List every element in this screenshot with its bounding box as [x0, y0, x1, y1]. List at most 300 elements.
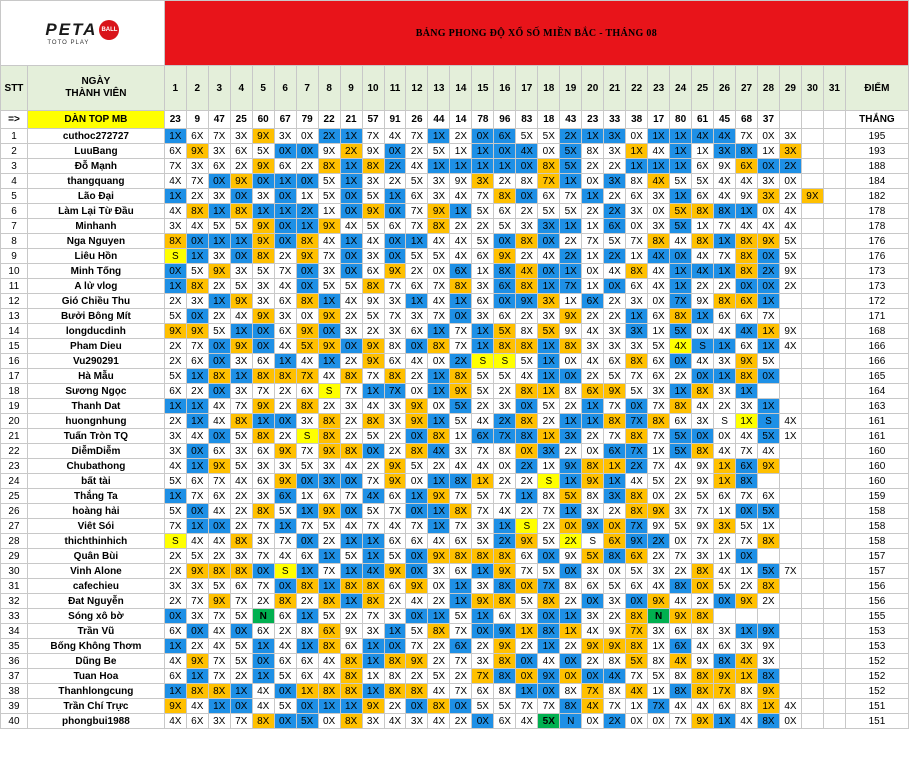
result-cell: 0X	[582, 174, 604, 189]
row-points: 160	[845, 444, 908, 459]
result-cell: 9X	[252, 234, 274, 249]
result-cell: 6X	[648, 309, 670, 324]
result-cell: 2X	[186, 189, 208, 204]
result-cell: 4X	[582, 699, 604, 714]
result-cell: 0X	[296, 144, 318, 159]
result-cell: 0X	[384, 639, 406, 654]
result-cell: S	[472, 354, 494, 369]
result-cell: 7X	[714, 684, 736, 699]
row-stt: 2	[1, 144, 28, 159]
result-cell: 4X	[736, 174, 758, 189]
result-cell: 9X	[582, 519, 604, 534]
result-cell: S	[274, 564, 296, 579]
header-day-1: 1	[164, 66, 186, 111]
result-cell: 3X	[384, 414, 406, 429]
result-cell: 7X	[406, 204, 428, 219]
result-cell: 5X	[428, 669, 450, 684]
empty-cell	[779, 534, 801, 549]
row-stt: 8	[1, 234, 28, 249]
row-points: 163	[845, 399, 908, 414]
result-cell: 4X	[626, 474, 648, 489]
result-cell: 6X	[626, 549, 648, 564]
result-cell: 8X	[362, 414, 384, 429]
result-cell: 6X	[252, 624, 274, 639]
result-cell: 8X	[538, 624, 560, 639]
result-cell: 3X	[472, 654, 494, 669]
result-cell: 5X	[164, 504, 186, 519]
result-cell: 4X	[692, 639, 714, 654]
result-cell: 8X	[736, 474, 758, 489]
result-cell: 1X	[252, 204, 274, 219]
result-cell: 7X	[736, 534, 758, 549]
result-cell: 5X	[230, 429, 252, 444]
table-row	[1, 204, 909, 219]
result-cell: 9X	[230, 174, 252, 189]
result-cell: 7X	[648, 459, 670, 474]
result-cell: 5X	[472, 234, 494, 249]
result-cell: 8X	[186, 684, 208, 699]
result-cell: 8X	[757, 579, 779, 594]
result-cell: 5X	[186, 264, 208, 279]
result-cell: 3X	[230, 354, 252, 369]
result-cell: S	[538, 474, 560, 489]
result-cell: 8X	[692, 234, 714, 249]
result-cell: 5X	[164, 474, 186, 489]
result-cell: 8X	[318, 594, 340, 609]
top-value: 78	[472, 111, 494, 129]
result-cell: 4X	[714, 174, 736, 189]
result-cell: 7X	[186, 339, 208, 354]
result-cell: 4X	[406, 594, 428, 609]
result-cell: 1X	[560, 414, 582, 429]
result-cell: 8X	[494, 579, 516, 594]
result-cell: 7X	[450, 684, 472, 699]
top-value	[801, 111, 823, 129]
empty-cell	[823, 174, 845, 189]
empty-cell	[823, 639, 845, 654]
result-cell: 8X	[406, 684, 428, 699]
result-cell: 7X	[252, 384, 274, 399]
result-cell: 8X	[340, 684, 362, 699]
result-cell: 1X	[428, 474, 450, 489]
result-cell: 5X	[582, 549, 604, 564]
result-cell: 5X	[472, 534, 494, 549]
result-cell: 6X	[296, 549, 318, 564]
result-cell: 9X	[406, 414, 428, 429]
result-cell: 1X	[582, 189, 604, 204]
empty-cell	[823, 219, 845, 234]
member-name: Bưởi Bông Mít	[27, 309, 164, 324]
result-cell: 2X	[340, 309, 362, 324]
result-cell: 8X	[626, 504, 648, 519]
row-points: 173	[845, 279, 908, 294]
row-stt: 6	[1, 204, 28, 219]
result-cell: 8X	[516, 429, 538, 444]
result-cell: 6X	[538, 189, 560, 204]
result-cell: 6X	[384, 534, 406, 549]
top-value: 60	[252, 111, 274, 129]
result-cell: 2X	[164, 549, 186, 564]
result-cell: 4X	[670, 339, 692, 354]
result-cell: 7X	[186, 594, 208, 609]
result-cell: 6X	[582, 294, 604, 309]
result-cell: 7X	[736, 489, 758, 504]
result-cell: 9X	[736, 594, 758, 609]
member-name: Đat Nguyễn	[27, 594, 164, 609]
result-cell: 1X	[692, 144, 714, 159]
result-cell: 0X	[274, 144, 296, 159]
result-cell: 6X	[208, 159, 230, 174]
result-cell: 3X	[208, 714, 230, 729]
result-cell: 1X	[757, 519, 779, 534]
row-points: 193	[845, 144, 908, 159]
result-cell: 7X	[472, 444, 494, 459]
table-row	[1, 129, 909, 144]
result-cell: 6X	[494, 609, 516, 624]
top-value: 23	[164, 111, 186, 129]
empty-cell	[823, 144, 845, 159]
result-cell: 1X	[736, 564, 758, 579]
header-day-30: 30	[801, 66, 823, 111]
member-name: Tuan Hoa	[27, 669, 164, 684]
result-cell: 2X	[604, 609, 626, 624]
result-cell: 0X	[340, 204, 362, 219]
result-cell: 1X	[736, 669, 758, 684]
row-points: 178	[845, 219, 908, 234]
result-cell: 9X	[538, 669, 560, 684]
result-cell: 3X	[472, 579, 494, 594]
page-title: BẢNG PHONG ĐỘ XỔ SỐ MIỀN BẮC - THÁNG 08	[164, 1, 908, 66]
result-cell: 1X	[186, 399, 208, 414]
result-cell: 4X	[362, 564, 384, 579]
result-cell: 6X	[670, 414, 692, 429]
result-cell: 7X	[362, 129, 384, 144]
result-cell: 1X	[472, 474, 494, 489]
result-cell: 2X	[340, 354, 362, 369]
empty-cell	[801, 354, 823, 369]
row-stt: 39	[1, 699, 28, 714]
result-cell: 5X	[757, 354, 779, 369]
result-cell: 6X	[494, 309, 516, 324]
result-cell: 4X	[186, 699, 208, 714]
header-day-10: 10	[362, 66, 384, 111]
result-cell: 7X	[450, 324, 472, 339]
result-cell: 1X	[538, 339, 560, 354]
result-cell: 7X	[626, 369, 648, 384]
result-cell: 1X	[714, 504, 736, 519]
empty-cell	[779, 309, 801, 324]
empty-cell	[801, 369, 823, 384]
result-cell: 2X	[714, 279, 736, 294]
result-cell: 9X	[362, 204, 384, 219]
result-cell: 2X	[428, 654, 450, 669]
empty-cell	[823, 549, 845, 564]
result-cell: 8X	[362, 159, 384, 174]
result-cell: 3X	[582, 609, 604, 624]
result-cell: 2X	[450, 354, 472, 369]
result-cell: 8X	[318, 414, 340, 429]
result-cell: 7X	[450, 654, 472, 669]
result-cell: 1X	[428, 324, 450, 339]
result-cell: 8X	[582, 489, 604, 504]
result-cell: 7X	[670, 294, 692, 309]
result-cell: 8X	[252, 369, 274, 384]
top-value: 80	[670, 111, 692, 129]
result-cell: 7X	[494, 429, 516, 444]
result-cell: 8X	[582, 459, 604, 474]
member-name: Hà Mẫu	[27, 369, 164, 384]
result-cell: 3X	[648, 624, 670, 639]
result-cell: 5X	[472, 369, 494, 384]
result-cell: 0X	[736, 549, 758, 564]
result-cell: 9X	[604, 384, 626, 399]
result-cell: 6X	[252, 444, 274, 459]
result-cell: 8X	[296, 399, 318, 414]
empty-cell	[801, 339, 823, 354]
result-cell: 9X	[757, 624, 779, 639]
empty-cell	[779, 504, 801, 519]
result-cell: 2X	[296, 594, 318, 609]
result-cell: 2X	[274, 429, 296, 444]
result-cell: 1X	[362, 534, 384, 549]
result-cell: 0X	[406, 504, 428, 519]
result-cell: 5X	[362, 504, 384, 519]
result-cell: 8X	[494, 654, 516, 669]
result-cell: 4X	[648, 279, 670, 294]
result-cell: 2X	[230, 159, 252, 174]
result-cell: 5X	[604, 234, 626, 249]
result-cell: 2X	[560, 234, 582, 249]
result-cell: 3X	[186, 609, 208, 624]
result-cell: 3X	[494, 399, 516, 414]
row-stt: 17	[1, 369, 28, 384]
result-cell: 4X	[164, 204, 186, 219]
member-name: huongnhung	[27, 414, 164, 429]
result-cell: 1X	[582, 219, 604, 234]
result-cell: 0X	[208, 384, 230, 399]
result-cell: 3X	[670, 504, 692, 519]
result-cell: S	[757, 414, 779, 429]
result-cell: 9X	[186, 564, 208, 579]
result-cell: 3X	[648, 219, 670, 234]
result-cell: 0X	[164, 609, 186, 624]
table-row	[1, 624, 909, 639]
result-cell: 2X	[450, 219, 472, 234]
result-cell: 3X	[538, 444, 560, 459]
result-cell: 3X	[208, 189, 230, 204]
row-points: 172	[845, 294, 908, 309]
result-cell: 4X	[428, 234, 450, 249]
result-cell: 0X	[274, 189, 296, 204]
result-cell: 3X	[362, 174, 384, 189]
result-cell: 7X	[296, 369, 318, 384]
result-cell: 2X	[670, 564, 692, 579]
empty-cell	[801, 489, 823, 504]
result-cell: 6X	[494, 714, 516, 729]
result-cell: 2X	[340, 414, 362, 429]
result-cell: 8X	[340, 714, 362, 729]
result-cell: 1X	[164, 399, 186, 414]
result-cell: 0X	[757, 159, 779, 174]
result-cell: 8X	[428, 624, 450, 639]
result-cell: 0X	[736, 279, 758, 294]
result-cell: 0X	[714, 594, 736, 609]
result-cell: S	[714, 414, 736, 429]
row-points: 176	[845, 249, 908, 264]
result-cell: 1X	[362, 549, 384, 564]
result-cell: 8X	[714, 294, 736, 309]
result-cell: 7X	[626, 444, 648, 459]
row-stt: 21	[1, 429, 28, 444]
empty-cell	[801, 399, 823, 414]
row-stt: 25	[1, 489, 28, 504]
result-cell: 5X	[494, 324, 516, 339]
result-cell: 9X	[516, 534, 538, 549]
result-cell: 3X	[560, 429, 582, 444]
result-cell: 8X	[384, 369, 406, 384]
result-cell: 5X	[472, 699, 494, 714]
result-cell: 5X	[406, 249, 428, 264]
result-cell: 8X	[362, 594, 384, 609]
result-cell: 1X	[757, 399, 779, 414]
result-cell: 8X	[670, 669, 692, 684]
result-cell: 0X	[472, 714, 494, 729]
row-points: 153	[845, 639, 908, 654]
result-cell: 4X	[516, 714, 538, 729]
result-cell: 3X	[604, 339, 626, 354]
result-cell: 0X	[428, 399, 450, 414]
result-cell: 8X	[516, 384, 538, 399]
result-cell: 8X	[450, 369, 472, 384]
result-cell: 6X	[626, 189, 648, 204]
result-cell: 1X	[626, 699, 648, 714]
result-cell: 7X	[538, 579, 560, 594]
result-cell: 8X	[340, 369, 362, 384]
empty-cell	[801, 159, 823, 174]
result-cell: 2X	[604, 159, 626, 174]
result-cell: 4X	[252, 684, 274, 699]
result-cell: 8X	[252, 249, 274, 264]
result-cell: 7X	[428, 279, 450, 294]
result-cell: 2X	[692, 279, 714, 294]
result-cell: 9X	[186, 324, 208, 339]
result-cell: 7X	[472, 189, 494, 204]
result-cell: 0X	[757, 249, 779, 264]
result-cell: 2X	[384, 444, 406, 459]
result-cell: 8X	[560, 684, 582, 699]
result-cell: 6X	[670, 624, 692, 639]
member-name: Nga Nguyen	[27, 234, 164, 249]
result-cell: 0X	[757, 129, 779, 144]
empty-cell	[801, 144, 823, 159]
result-cell: 0X	[252, 339, 274, 354]
result-cell: 2X	[692, 594, 714, 609]
result-cell: 1X	[274, 519, 296, 534]
result-cell: 6X	[604, 534, 626, 549]
empty-cell	[779, 624, 801, 639]
result-cell: 4X	[779, 204, 801, 219]
result-cell: 1X	[406, 294, 428, 309]
result-cell: 4X	[340, 519, 362, 534]
result-cell: 1X	[472, 264, 494, 279]
result-cell: 8X	[428, 429, 450, 444]
result-cell: 1X	[538, 354, 560, 369]
result-cell: 4X	[318, 669, 340, 684]
table-row	[1, 684, 909, 699]
result-cell: 9X	[472, 594, 494, 609]
result-cell: 0X	[340, 249, 362, 264]
result-cell: 2X	[757, 594, 779, 609]
row-stt: 20	[1, 414, 28, 429]
logo-subtitle: TOTO PLAY	[47, 40, 90, 46]
result-cell: 1X	[318, 579, 340, 594]
result-cell: 6X	[406, 324, 428, 339]
result-cell: 3X	[779, 144, 801, 159]
result-cell: 3X	[406, 714, 428, 729]
result-cell: 8X	[560, 699, 582, 714]
result-cell: 4X	[230, 474, 252, 489]
result-cell: 4X	[757, 219, 779, 234]
result-cell: 5X	[362, 189, 384, 204]
header-day-3: 3	[208, 66, 230, 111]
empty-cell	[714, 609, 736, 624]
result-cell: 1X	[472, 564, 494, 579]
result-cell: 2X	[472, 639, 494, 654]
result-cell: 6X	[604, 444, 626, 459]
result-cell: 2X	[516, 309, 538, 324]
result-cell: 1X	[582, 249, 604, 264]
result-cell: 8X	[757, 534, 779, 549]
row-points: 156	[845, 579, 908, 594]
result-cell: 6X	[757, 489, 779, 504]
result-cell: 8X	[604, 414, 626, 429]
result-cell: 5X	[538, 714, 560, 729]
result-cell: 7X	[318, 564, 340, 579]
result-cell: 7X	[779, 564, 801, 579]
result-cell: 2X	[318, 399, 340, 414]
result-cell: 1X	[428, 384, 450, 399]
result-cell: 0X	[516, 579, 538, 594]
empty-cell	[779, 474, 801, 489]
result-cell: 9X	[560, 459, 582, 474]
result-cell: 3X	[582, 564, 604, 579]
result-cell: 8X	[604, 654, 626, 669]
top-value: 57	[362, 111, 384, 129]
result-cell: 0X	[538, 684, 560, 699]
result-cell: 8X	[428, 339, 450, 354]
result-cell: 3X	[230, 264, 252, 279]
top-value: 61	[692, 111, 714, 129]
result-cell: 9X	[736, 189, 758, 204]
result-cell: 5X	[362, 429, 384, 444]
result-cell: 6X	[186, 714, 208, 729]
result-cell: 4X	[472, 459, 494, 474]
result-cell: 9X	[494, 249, 516, 264]
result-cell: 7X	[252, 579, 274, 594]
result-cell: 5X	[450, 399, 472, 414]
result-cell: 2X	[318, 534, 340, 549]
row-stt: 12	[1, 294, 28, 309]
result-cell: 0X	[560, 519, 582, 534]
header-day-27: 27	[736, 66, 758, 111]
result-cell: 7X	[384, 279, 406, 294]
result-cell: 2X	[164, 594, 186, 609]
row-stt: 30	[1, 564, 28, 579]
result-cell: 1X	[186, 519, 208, 534]
result-cell: 0X	[516, 444, 538, 459]
result-cell: 0X	[296, 534, 318, 549]
result-cell: 9X	[318, 144, 340, 159]
